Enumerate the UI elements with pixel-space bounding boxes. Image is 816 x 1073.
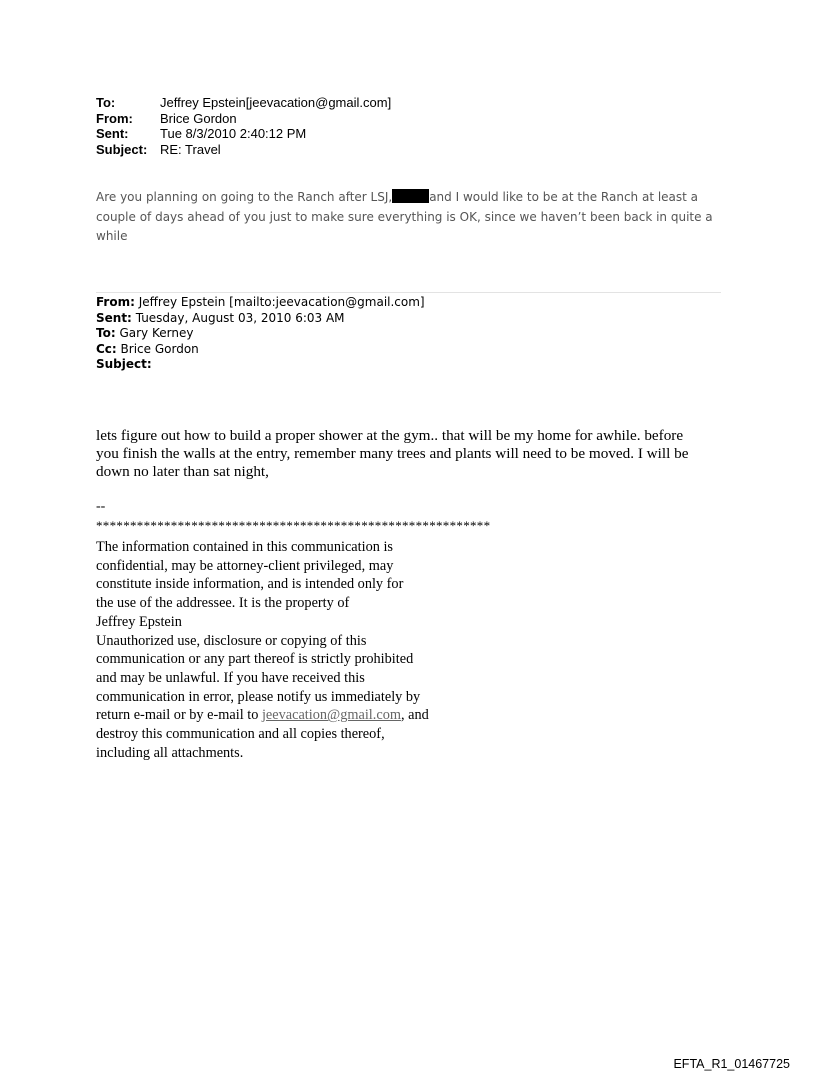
quoted-header (96, 295, 425, 373)
reply-text-part1: Are you planning on going to the Ranch after LSJ, (96, 190, 393, 204)
disclaimer-line: communication or any part thereof is strictly prohibited (96, 651, 414, 668)
disclaimer-line: destroy this communication and all copies thereof, (96, 726, 385, 743)
quoted-subject-label: Subject: (96, 357, 152, 371)
disclaimer-line: constitute inside information, and is intended only for (96, 576, 404, 593)
quoted-to-row (96, 326, 425, 342)
quoted-sent-value: Tuesday, August 03, 2010 6:03 AM (135, 310, 345, 325)
email-link[interactable]: jeevacation@gmail.com (261, 707, 401, 724)
quoted-from-label: From: (96, 295, 135, 309)
message-body (96, 427, 726, 481)
reply-line-3: while (96, 229, 128, 243)
header-sent-row (96, 126, 391, 142)
disclaimer-line: Unauthorized use, disclosure or copying of this (96, 632, 367, 649)
quoted-from-row (96, 295, 425, 311)
quoted-to-label: To: (96, 326, 116, 340)
quoted-cc-row (96, 342, 425, 358)
email-header (96, 95, 391, 157)
disclaimer-line: including all attachments. (96, 744, 244, 761)
reply-text-part2: and I would like to be at the Ranch at least a (429, 190, 699, 204)
disclaimer-line: the use of the addressee. It is the property of (96, 595, 350, 612)
redaction-box (392, 189, 429, 203)
disclaimer-text: return e-mail or by e-mail to (96, 707, 262, 724)
quoted-sent-row (96, 311, 425, 327)
quoted-sent-label: Sent: (96, 310, 132, 325)
reply-message (96, 188, 716, 247)
document-id: EFTA_R1_01467725 (673, 1057, 790, 1071)
disclaimer-line: and may be unlawful. If you have received this (96, 669, 365, 686)
signature-dashes: -- (96, 499, 106, 514)
disclaimer-line: Jeffrey Epstein (96, 613, 182, 630)
sent-value: Tue 8/3/2010 2:40:12 PM (160, 126, 307, 141)
header-from-row (96, 111, 391, 127)
body-line-3: down no later than sat night, (96, 463, 269, 480)
reply-line-2: couple of days ahead of you just to make sure everything is OK, since we haven’t been back in quite a (96, 209, 713, 224)
sent-label: Sent: (96, 126, 129, 141)
from-value: Brice Gordon (160, 110, 237, 126)
quoted-cc-label: Cc: (96, 341, 117, 356)
disclaimer-line: The information contained in this communication is (96, 539, 393, 555)
body-line-2: you finish the walls at the entry, remember many trees and plants will need to be moved. I will be (96, 445, 689, 462)
header-subject-row (96, 142, 391, 158)
signature-stars: ********************************************************** (96, 518, 491, 533)
reply-line-1 (96, 188, 716, 208)
disclaimer-line: communication in error, please notify us immediately by (96, 688, 421, 705)
quoted-subject-row (96, 357, 425, 373)
quoted-from-value: Jeffrey Epstein [mailto:jeevacation@gmail.com] (138, 295, 425, 309)
subject-label: Subject: (96, 141, 148, 157)
quoted-to-value: Gary Kerney (119, 326, 194, 340)
disclaimer-line-email (96, 706, 429, 725)
confidentiality-disclaimer (96, 538, 429, 762)
disclaimer-line: confidential, may be attorney-client privileged, may (96, 557, 394, 574)
header-to-row (96, 95, 391, 111)
from-label: From: (96, 110, 133, 126)
subject-value: RE: Travel (160, 141, 221, 157)
quote-divider (96, 292, 721, 293)
quoted-cc-value: Brice Gordon (120, 341, 199, 356)
body-line-1: lets figure out how to build a proper shower at the gym.. that will be my home for awhile. before (96, 427, 684, 444)
to-label: To: (96, 95, 116, 110)
disclaimer-text: , and (400, 707, 429, 724)
to-value: Jeffrey Epstein[jeevacation@gmail.com] (160, 95, 392, 110)
